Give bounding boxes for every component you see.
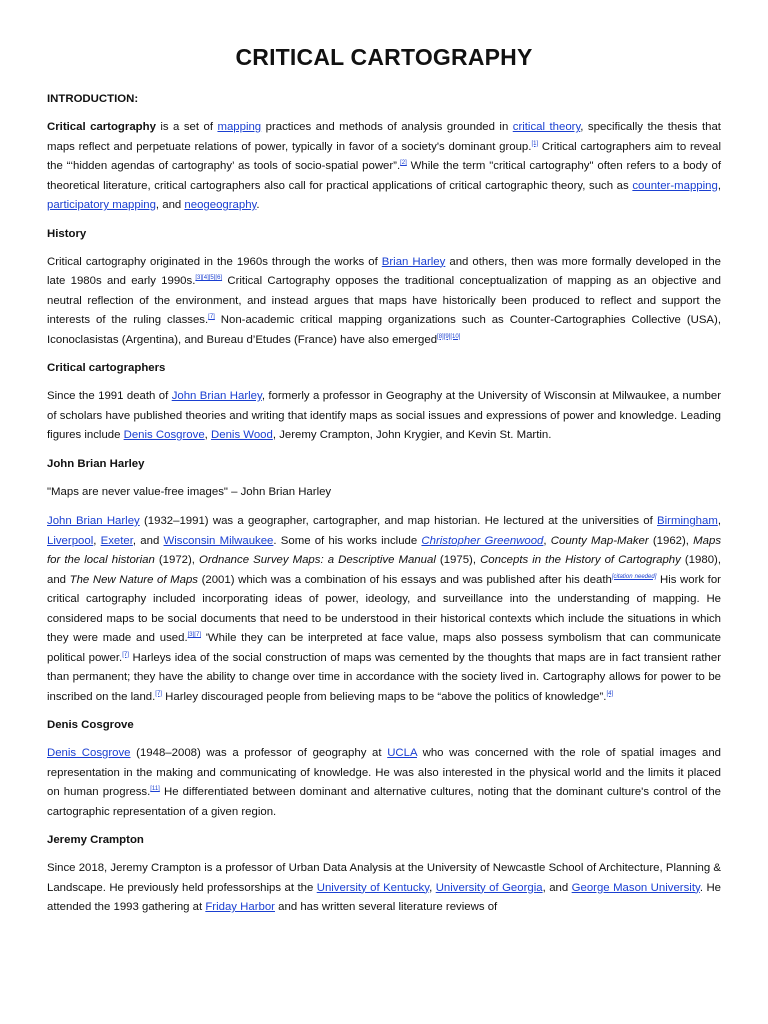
link-neogeography[interactable]: neogeography — [184, 199, 257, 211]
ref-link[interactable]: [3][7] — [187, 632, 201, 638]
history-heading: History — [47, 227, 87, 240]
citation-needed-link[interactable]: [citation needed] — [611, 573, 657, 580]
link-counter-mapping[interactable]: counter-mapping — [632, 179, 718, 192]
cosgrove-paragraph: Denis Cosgrove (1948–2008) was a professor of geography at UCLA who was concerned with the role of spatial images and representation in the making and communicating of knowledge. He was also interested in the physical world and the limits it placed on human progress.[11] He differentiated between dominant and alternative cultures, noting that the dominant culture's control of the cartographic representation of a given region. — [47, 747, 721, 818]
link-university-of-kentucky[interactable]: University of Kentucky — [316, 881, 430, 894]
ref-link[interactable]: [3][4][5][6] — [195, 275, 223, 281]
crampton-heading: Jeremy Crampton — [47, 834, 144, 846]
link-brian-harley[interactable]: Brian Harley — [381, 255, 446, 268]
ref-link[interactable]: [4] — [606, 690, 614, 697]
intro-paragraph: Critical cartography is a set of mapping practices and methods of analysis grounded in critical theory, specifically the thesis that maps reflect and perpetuate relations of power, typically in favor of a society's dominant group.[1] Critical cartographers aim to reveal the “‘hidden agendas of cartography’ as tools of socio-spatial power”.[2] While the term "critical cartography" often refers to a body of theoretical literature, critical cartographers also call for practical applications of critical cartographic theory, such as counter-mapping, participatory mapping, and neogeography. — [47, 121, 721, 211]
cartographers-paragraph: Since the 1991 death of John Brian Harley, formerly a professor in Geography at the University of Wisconsin at Milwaukee, a number of scholars have published theories and writing that identify maps as social issues and expressions of power and knowledge. Leading figures include Denis Cosgrove, Denis Wood, Jeremy Crampton, John Krygier, and Kevin St. Martin. — [47, 390, 721, 441]
link-christopher-greenwood[interactable]: Christopher Greenwood — [421, 534, 544, 547]
ref-link[interactable]: [1] — [531, 140, 539, 147]
link-university-of-georgia[interactable]: University of Georgia — [435, 881, 543, 894]
link-participatory-mapping[interactable]: participatory mapping — [47, 199, 156, 211]
ref-link[interactable]: [7] — [208, 314, 215, 320]
page-title: CRITICAL CARTOGRAPHY — [235, 44, 533, 70]
link-john-brian-harley[interactable]: John Brian Harley — [171, 390, 262, 402]
ref-link[interactable]: [2] — [400, 160, 407, 166]
cosgrove-heading: Denis Cosgrove — [47, 719, 134, 731]
link-denis-wood[interactable]: Denis Wood — [211, 429, 273, 441]
link-denis-cosgrove[interactable]: Denis Cosgrove — [123, 429, 205, 441]
ref-link[interactable]: [8][9][10] — [437, 333, 461, 340]
link-liverpool[interactable]: Liverpool — [47, 534, 94, 547]
link-friday-harbor[interactable]: Friday Harbor — [205, 901, 275, 913]
harley-quote: "Maps are never value-free images" – John Brian Harley — [47, 485, 332, 498]
ref-link[interactable]: [11] — [150, 786, 160, 792]
link-ucla[interactable]: UCLA — [387, 747, 417, 759]
harley-heading: John Brian Harley — [47, 457, 145, 470]
link-george-mason-university[interactable]: George Mason University — [571, 881, 700, 894]
link-exeter[interactable]: Exeter — [100, 534, 133, 547]
intro-heading: INTRODUCTION: — [47, 93, 139, 105]
cartographers-heading: Critical cartographers — [47, 362, 166, 374]
link-john-brian-harley[interactable]: John Brian Harley — [47, 515, 140, 527]
ref-link[interactable]: [7] — [122, 651, 129, 658]
intro-term: Critical cartography — [47, 121, 156, 133]
harley-paragraph: John Brian Harley (1932–1991) was a geographer, cartographer, and map historian. He lectured at the universities of Birmingham, Liverpool, Exeter, and Wisconsin Milwaukee. Some of his works include Christopher Greenwood, County Map-Maker (1962), Maps for the local historian (1972), Ordnance Survey Maps: a Descriptive Manual (1975), Concepts in the History of Cartography (1980), and The New Nature of Maps (2001) which was a combination of his essays and was published after his death[citation needed] His work for critical cartography included incorporating ideas of power, ideology, and surveillance into the understanding of mapping. He considered maps to be social documents that need to be understood in their historical contexts which include the situations in which they were made and used.[3][7] 'While they can be interpreted at face value, maps also possess symbolism that can communicate political power.[7] Harleys idea of the social construction of maps was cemented by the thoughts that maps are in fact transient rather than permanent; they have the ability to change over time in accordance with the society lived in. Cartography allows for power to be inscribed on the land.[7] Harley discouraged people from believing maps to be “above the politics of knowledge”.[4] — [47, 515, 722, 703]
link-birmingham[interactable]: Birmingham — [657, 515, 718, 527]
link-mapping[interactable]: mapping — [217, 121, 262, 133]
crampton-paragraph: Since 2018, Jeremy Crampton is a professor of Urban Data Analysis at the University of Newcastle School of Architecture, Planning & Landscape. He previously held professorships at the University of Kentucky, University of Georgia, and George Mason University. He attended the 1993 gathering at Friday Harbor and has written several literature reviews of — [47, 862, 722, 913]
link-critical-theory[interactable]: critical theory — [512, 121, 581, 133]
link-wisconsin-milwaukee[interactable]: Wisconsin Milwaukee — [163, 534, 274, 547]
history-paragraph: Critical cartography originated in the 1960s through the works of Brian Harley and others, then was more formally developed in the late 1980s and early 1990s.[3][4][5][6] Critical Cartography opposes the traditional conceptualization of mapping as an objective and neutral reflection of the environment, and instead argues that maps have historically been produced to reflect and support the interests of the ruling classes.[7] Non-academic critical mapping organizations such as Counter-Cartographies Collective (USA), Iconoclasistas (Argentina), and Bureau d’Etudes (France) have also emerged[8][9][10] — [47, 255, 721, 346]
ref-link[interactable]: [7] — [155, 690, 162, 697]
link-denis-cosgrove[interactable]: Denis Cosgrove — [47, 747, 131, 759]
